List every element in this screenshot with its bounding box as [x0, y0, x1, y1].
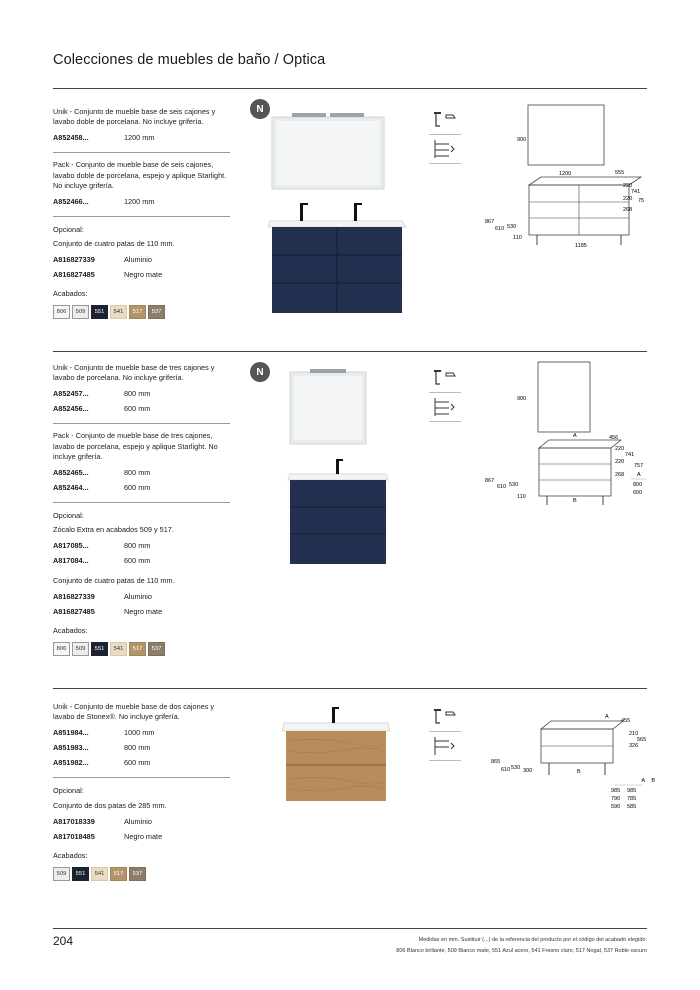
dim-table-head: A [637, 472, 641, 478]
dim-table-590: 590 [611, 804, 621, 810]
reference-value: 1200 mm [124, 133, 155, 143]
dim-a: A [605, 714, 609, 720]
optional-description: Conjunto de dos patas de 285 mm. [53, 801, 167, 811]
dim-741: 741 [625, 452, 635, 458]
reference-code: A851984... [53, 728, 89, 738]
reference-row [53, 538, 230, 553]
swatch-541: 541 [110, 305, 127, 319]
product-photo [250, 352, 410, 577]
reference-value: 600 mm [124, 483, 151, 493]
swatch-509: 509 [72, 642, 89, 656]
technical-drawing [483, 89, 647, 254]
footnote-finishes: 806 Blanco brillante, 509 Blanco mate, 551 Azul acero, 541 Fresno claro, 517 Nogal, 537 Roble oscuro [396, 948, 647, 954]
finish-swatches [53, 305, 230, 319]
reference-value: 800 mm [124, 743, 151, 753]
reference-code: A817018339 [53, 817, 95, 827]
swatch-517: 517 [129, 642, 146, 656]
dim-depth: 456 [609, 435, 619, 441]
installation-icon [429, 364, 461, 393]
finishes-label: Acabados: [53, 851, 88, 861]
swatch-541: 541 [110, 642, 127, 656]
icon-column [429, 689, 461, 761]
reference-value: Negro mate [124, 270, 163, 280]
dim-leg: 110 [513, 235, 522, 241]
technical-drawing [483, 689, 655, 824]
reference-code: A816827339 [53, 592, 95, 602]
swatch-537: 537 [129, 867, 146, 881]
reference-code: A852458... [53, 133, 89, 143]
optional-legs-description: Conjunto de cuatro patas de 110 mm. [53, 576, 175, 586]
dim-741: 741 [631, 189, 641, 195]
text-column [53, 352, 230, 663]
vanity-oak-image [250, 689, 410, 809]
product-description: Unik - Conjunto de mueble base de dos cajones y lavabo de Stonex®. No incluye grifería. [53, 702, 215, 722]
dim-220a: 220 [623, 183, 633, 189]
reference-row [53, 252, 230, 267]
section-six-drawer [53, 88, 647, 344]
dim-a: A [573, 433, 577, 439]
swatch-806: 806 [53, 642, 70, 656]
dim-268: 268 [623, 207, 633, 213]
dim-610: 610 [497, 484, 507, 490]
reference-code: A816827485 [53, 270, 95, 280]
reference-code: A817084... [53, 556, 89, 566]
pack-description: Pack - Conjunto de mueble base de seis cajones, lavabo doble de porcelana, espejo y aplique Starlight. No incluye grifería. [53, 160, 227, 190]
vanity-double-image [250, 89, 410, 319]
dim-width: 1200 [559, 171, 572, 177]
reference-row [53, 604, 230, 619]
dim-table-head-b: B [651, 778, 655, 784]
dim-depth: 555 [615, 170, 625, 176]
dimension-drawing-three-drawer [483, 352, 647, 512]
icon-column [429, 352, 461, 422]
footer-divider [53, 928, 647, 929]
swatch-537: 537 [148, 305, 165, 319]
product-block [53, 352, 230, 424]
dim-220b: 220 [623, 196, 633, 202]
page-number: 204 [53, 934, 74, 948]
dim-table-600: 600 [633, 490, 643, 496]
product-block [53, 689, 230, 778]
vanity-three-drawer-image [250, 352, 410, 572]
reference-row [53, 740, 230, 755]
optional-block [53, 778, 230, 888]
swatch-551: 551 [72, 867, 89, 881]
swatch-509: 509 [53, 867, 70, 881]
reference-value: Negro mate [124, 832, 163, 842]
dim-b: B [573, 498, 577, 504]
footnote-measures: Medidas en mm. Sustituir (...) de la referencia del producto por el código del acabado elegido: [418, 937, 647, 943]
dim-220b: 220 [615, 459, 625, 465]
optional-label: Opcional: [53, 511, 84, 521]
reference-code: A817085... [53, 541, 89, 551]
dim-b: B [577, 769, 581, 775]
reference-row [53, 480, 230, 495]
dim-210: 210 [629, 731, 639, 737]
dim-268: 268 [615, 472, 625, 478]
reference-row [53, 589, 230, 604]
reference-code: A816827485 [53, 607, 95, 617]
optional-block [53, 217, 230, 326]
installation-icon [429, 703, 461, 732]
installation-icon [429, 106, 461, 135]
swatch-541: 541 [91, 867, 108, 881]
reference-row [53, 465, 230, 480]
dim-565: 565 [637, 737, 647, 743]
product-block [53, 89, 230, 153]
pack-block [53, 153, 230, 217]
dim-table-785: 785 [627, 796, 637, 802]
dim-530: 530 [509, 482, 519, 488]
dim-326: 326 [629, 743, 639, 749]
reference-row [53, 401, 230, 416]
reference-value: 1000 mm [124, 728, 155, 738]
reference-row [53, 829, 230, 844]
reference-value: 800 mm [124, 541, 151, 551]
section-two-drawer [53, 688, 655, 908]
reference-code: A852465... [53, 468, 89, 478]
drawer-icon [429, 393, 461, 422]
dim-300: 300 [523, 768, 533, 774]
technical-drawing [483, 352, 647, 517]
optional-description: Conjunto de cuatro patas de 110 mm. [53, 239, 175, 249]
drawer-icon [429, 135, 461, 164]
pack-description: Pack - Conjunto de mueble base de tres cajones, lavabo de porcelana, espejo y aplique Starlight. No incluye grifería. [53, 431, 218, 461]
dim-table-585: 585 [627, 804, 637, 810]
text-column [53, 689, 230, 888]
optional-block [53, 503, 230, 663]
reference-value: Negro mate [124, 607, 163, 617]
reference-row [53, 130, 230, 145]
dim-leg: 110 [517, 494, 526, 500]
dim-bottom: 1185 [575, 243, 587, 249]
dim-75: 75 [638, 198, 645, 204]
swatch-517: 517 [129, 305, 146, 319]
reference-code: A851983... [53, 743, 89, 753]
dim-table-985a: 985 [611, 788, 621, 794]
finishes-label: Acabados: [53, 626, 88, 636]
reference-code: A817018485 [53, 832, 95, 842]
reference-code: A816827339 [53, 255, 95, 265]
reference-value: Aluminio [124, 817, 152, 827]
reference-value: 600 mm [124, 758, 151, 768]
reference-code: A851982... [53, 758, 89, 768]
reference-row [53, 725, 230, 740]
reference-value: 600 mm [124, 556, 151, 566]
dim-depth: 455 [621, 718, 631, 724]
text-column [53, 89, 230, 326]
reference-row [53, 267, 230, 282]
optional-description: Zócalo Extra en acabados 509 y 517. [53, 525, 174, 535]
dim-530: 530 [507, 224, 517, 230]
product-photo [250, 689, 410, 814]
pack-block [53, 424, 230, 503]
swatch-551: 551 [91, 305, 108, 319]
dim-867: 867 [485, 219, 495, 225]
dim-530: 530 [511, 765, 521, 771]
optional-label: Opcional: [53, 225, 84, 235]
dim-865: 865 [491, 759, 501, 765]
swatch-551: 551 [91, 642, 108, 656]
reference-row [53, 755, 230, 770]
product-description: Unik - Conjunto de mueble base de seis cajones y lavabo doble de porcelana. No incluye grifería. [53, 107, 216, 127]
product-description: Unik - Conjunto de mueble base de tres cajones y lavabo de porcelana. No incluye grifería. [53, 363, 215, 383]
finish-swatches [53, 867, 230, 881]
dim-table-790: 790 [611, 796, 621, 802]
dim-867: 867 [485, 478, 495, 484]
reference-value: Aluminio [124, 592, 152, 602]
finishes-label: Acabados: [53, 289, 88, 299]
finish-swatches [53, 642, 230, 656]
dim-757: 757 [634, 463, 644, 469]
optional-label: Opcional: [53, 786, 84, 796]
section-three-drawer [53, 351, 647, 681]
page-title: Colecciones de muebles de baño / Optica [53, 52, 326, 68]
drawer-icon [429, 732, 461, 761]
dim-table-head-a: A [641, 778, 645, 784]
dim-table-800: 800 [633, 482, 643, 488]
dim-table-985b: 985 [627, 788, 637, 794]
reference-row [53, 386, 230, 401]
reference-code: A852466... [53, 197, 89, 207]
reference-row [53, 553, 230, 568]
new-badge: N [250, 362, 270, 382]
dim-mirror-height: 900 [517, 396, 527, 402]
reference-code: A852457... [53, 389, 89, 399]
reference-value: 800 mm [124, 468, 151, 478]
swatch-806: 806 [53, 305, 70, 319]
dim-610: 610 [501, 767, 511, 773]
swatch-517: 517 [110, 867, 127, 881]
reference-row [53, 194, 230, 209]
dim-610: 610 [495, 226, 505, 232]
new-badge: N [250, 99, 270, 119]
swatch-509: 509 [72, 305, 89, 319]
reference-row [53, 814, 230, 829]
reference-value: 800 mm [124, 389, 151, 399]
reference-value: 1200 mm [124, 197, 155, 207]
dimension-drawing-two-drawer [483, 689, 655, 819]
dim-220a: 220 [615, 446, 625, 452]
product-photo [250, 89, 410, 324]
swatch-537: 537 [148, 642, 165, 656]
reference-value: 600 mm [124, 404, 151, 414]
dim-mirror-height: 900 [517, 137, 527, 143]
reference-code: A852464... [53, 483, 89, 493]
dimension-drawing-six-drawer [483, 89, 647, 249]
reference-code: A852456... [53, 404, 89, 414]
reference-value: Aluminio [124, 255, 152, 265]
icon-column [429, 89, 461, 164]
